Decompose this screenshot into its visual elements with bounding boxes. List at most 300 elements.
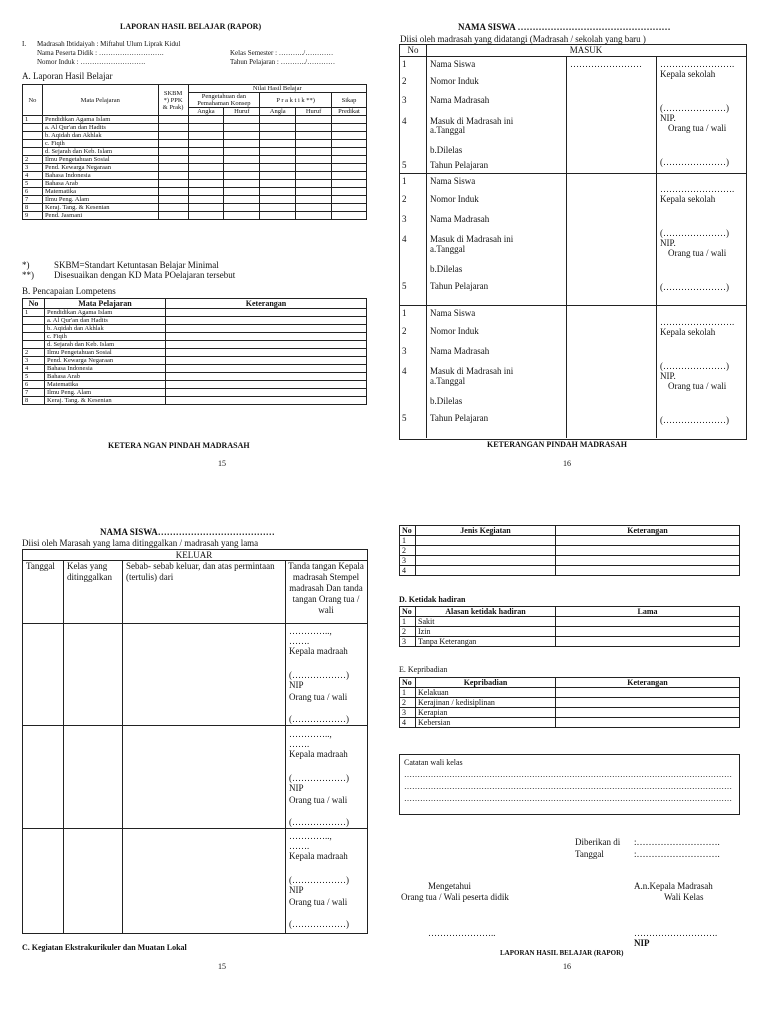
- t1-a: Jenis Kegiatan: [416, 526, 556, 536]
- masuk-item-label: Tahun Pelajaran: [430, 160, 489, 170]
- row-no: 7: [23, 389, 45, 397]
- table-row: [400, 718, 740, 728]
- row-no: 5: [23, 373, 45, 381]
- row-cell: [416, 556, 556, 566]
- hdr-huruf2: Huruf: [296, 108, 332, 116]
- row-cell: [556, 698, 740, 708]
- table-row: [400, 556, 740, 566]
- row-no: 2: [400, 627, 416, 637]
- row-no: 3: [400, 637, 416, 647]
- grade-cell: [188, 156, 224, 164]
- row-no: 2: [23, 349, 45, 357]
- t3-a: Kepribadian: [416, 678, 556, 688]
- row-no: 6: [23, 381, 45, 389]
- hdr-praktik: P r a k t i k **): [260, 93, 332, 108]
- masuk-item-label: Nama Madrasah: [430, 346, 490, 356]
- masuk-item-label: Nama Siswa: [430, 308, 476, 318]
- table-row: [23, 204, 367, 212]
- row-subject: Bahasa Indonesia: [42, 172, 158, 180]
- table-row: [400, 637, 740, 647]
- row-subject: c. Fiqih: [45, 333, 166, 341]
- table-row: [23, 116, 367, 124]
- grade-cell: [296, 196, 332, 204]
- row-no: 7: [23, 196, 43, 204]
- masuk-item-label: Nama Madrasah: [430, 95, 490, 105]
- grade-cell: [332, 148, 367, 156]
- row-subject: b. Aqidah dan Akhlak: [45, 325, 166, 333]
- grade-cell: [224, 116, 260, 124]
- grade-cell: [296, 156, 332, 164]
- row-no: 3: [400, 708, 416, 718]
- row-no: 1: [23, 309, 45, 317]
- masuk-dots: ……………………: [570, 59, 642, 69]
- student-name-header-2: NAMA SISWA…………………………………: [100, 527, 275, 537]
- masuk-subtitle: Diisi oleh madrasah yang didatangi (Madrasah / sekolah yang baru ): [400, 34, 646, 44]
- ket-cell: [166, 325, 367, 333]
- masuk-item-label: Masuk di Madrasah ini: [430, 116, 514, 126]
- grade-cell: [188, 196, 224, 204]
- row-reason: Izin: [416, 627, 556, 637]
- grade-cell: [188, 164, 224, 172]
- row-no: 2: [400, 698, 416, 708]
- section-e-title: E. Kepribadian: [399, 665, 448, 674]
- hdr-sikap: Sikap: [332, 93, 367, 108]
- grade-cell: [158, 148, 188, 156]
- masuk-item-no: 5: [402, 160, 407, 170]
- principal-name: (………………): [289, 670, 349, 680]
- principal-label: Kepala madraah: [289, 646, 348, 656]
- row-no: 4: [23, 365, 45, 373]
- grade-cell: [332, 204, 367, 212]
- row-no: [23, 333, 45, 341]
- principal-label: Kepala madraah: [289, 749, 348, 759]
- row-subject: Pendidikan Agama Islam: [42, 116, 158, 124]
- masuk-item-label: Nama Siswa: [430, 176, 476, 186]
- grade-cell: [224, 132, 260, 140]
- principal-label: Kepala madraah: [289, 851, 348, 861]
- masuk-item-label: a.Tanggal: [430, 125, 466, 135]
- grade-cell: [296, 132, 332, 140]
- row-subject: Bahasa Arab: [45, 373, 166, 381]
- grade-cell: [296, 116, 332, 124]
- section-c-title: C. Kegiatan Ekstrakurikuler dan Muatan Lokal: [22, 943, 187, 952]
- hdr-skbm: SKBM *) PPK & Prak): [158, 85, 188, 116]
- principal-label: Kepala sekolah: [660, 327, 716, 337]
- t2-b: Lama: [556, 607, 740, 617]
- masuk-item-label: Nama Siswa: [430, 59, 476, 69]
- grade-cell: [188, 212, 224, 220]
- masuk-item-no: 4: [402, 366, 407, 376]
- teacher-signature: ……………………….: [634, 928, 718, 938]
- section-d-title: D. Ketidak hadiran: [399, 595, 466, 604]
- row-trait: Kerajinan / kedisiplinan: [416, 698, 556, 708]
- grade-cell: [260, 156, 296, 164]
- masuk-item-label: b.Dilelas: [430, 264, 463, 274]
- grade-cell: [296, 172, 332, 180]
- table-row: [23, 148, 367, 156]
- masuk-item-label: Nomor Induk: [430, 326, 479, 336]
- grade-cell: [332, 156, 367, 164]
- row-no: [23, 148, 43, 156]
- grade-cell: [332, 140, 367, 148]
- grade-cell: [332, 172, 367, 180]
- sign-dots: …………………….: [660, 317, 735, 327]
- grade-cell: [332, 124, 367, 132]
- h-ttd: Tanda tangan Kepala madrasah Stempel madrasah Dan tanda tangan Orang tua / wali: [288, 561, 364, 615]
- parent-label: Orang tua / wali: [668, 248, 727, 258]
- nip-label: NIP.: [660, 371, 676, 381]
- row-subject: Bahasa Arab: [42, 180, 158, 188]
- table-row: [23, 188, 367, 196]
- grade-cell: [332, 180, 367, 188]
- row-subject: Keraj. Tang. & Kesenian: [45, 397, 166, 405]
- masuk-item-label: b.Dilelas: [430, 145, 463, 155]
- sign-dots: …………………….: [660, 184, 735, 194]
- row-subject: c. Fiqih: [42, 140, 158, 148]
- row-no: 1: [400, 688, 416, 698]
- row-cell: [556, 708, 740, 718]
- ket-cell: [166, 389, 367, 397]
- student-id-field: Nomor Induk : ……………………….: [37, 58, 146, 66]
- grade-cell: [224, 124, 260, 132]
- masuk-item-no: 2: [402, 326, 407, 336]
- masuk-item-label: Nama Madrasah: [430, 214, 490, 224]
- grade-cell: [296, 212, 332, 220]
- grade-cell: [158, 116, 188, 124]
- principal-name: (…………………): [660, 228, 729, 238]
- hdr-huruf: Huruf: [224, 108, 260, 116]
- grade-cell: [260, 196, 296, 204]
- grade-cell: [332, 196, 367, 204]
- parent-label: Orang tua / wali: [668, 123, 727, 133]
- row-no: 2: [23, 156, 43, 164]
- row-no: 3: [400, 556, 416, 566]
- note-1-mark: *): [22, 260, 30, 270]
- masuk-item-label: Masuk di Madrasah ini: [430, 234, 514, 244]
- principal-name: (………………): [289, 875, 349, 885]
- ket-cell: [166, 381, 367, 389]
- t3-b: Keterangan: [556, 678, 740, 688]
- grade-cell: [224, 212, 260, 220]
- grade-cell: [296, 124, 332, 132]
- row-trait: Kelakuan: [416, 688, 556, 698]
- table-row: [23, 196, 367, 204]
- row-no: [23, 325, 45, 333]
- hdr-pk: Pengetahuan dan Pemahaman Konsep: [188, 93, 260, 108]
- ket-cell: [166, 309, 367, 317]
- grade-cell: [158, 180, 188, 188]
- row-subject: Pendidikan Agama Islam: [45, 309, 166, 317]
- sign-dots: …………..,: [289, 831, 332, 841]
- hdr-angka: Angka: [188, 108, 224, 116]
- hdr-nilai: Nilai Hasil Belajar: [188, 85, 366, 93]
- nip-label: NIP: [289, 680, 304, 690]
- table-row: [23, 341, 367, 349]
- table-row: [400, 617, 740, 627]
- b-hdr-ket: Keterangan: [166, 299, 367, 309]
- row-reason: Tanpa Keterangan: [416, 637, 556, 647]
- grade-cell: [260, 116, 296, 124]
- row-cell: [556, 536, 740, 546]
- masuk-item-label: a.Tanggal: [430, 376, 466, 386]
- masuk-item-no: 4: [402, 116, 407, 126]
- table-row: [23, 357, 367, 365]
- grade-cell: [260, 188, 296, 196]
- activities-table: [399, 525, 740, 576]
- rapor-title: LAPORAN HASIL BELAJAR (RAPOR): [120, 22, 262, 31]
- parent-name: (………………): [289, 714, 349, 724]
- hdr-no: No: [28, 96, 37, 104]
- row-no: [23, 341, 45, 349]
- masuk-item-no: 3: [402, 214, 407, 224]
- competence-table: [22, 298, 367, 405]
- row-no: 4: [400, 718, 416, 728]
- row-cell: [416, 546, 556, 556]
- nip-label: NIP.: [660, 113, 676, 123]
- grade-cell: [260, 172, 296, 180]
- sign-dots: …………..,: [289, 729, 332, 739]
- note-1-text: SKBM=Standart Ketuntasan Belajar Minimal: [54, 260, 219, 270]
- table-row: [23, 317, 367, 325]
- parent-name: (…………………): [660, 157, 729, 167]
- table-row: [23, 389, 367, 397]
- h-sebab: Sebab- sebab keluar, dan atas permintaan (tertulis) dari: [126, 561, 275, 582]
- principal-label: A.n.Kepala Madrasah: [634, 881, 713, 891]
- row-no: [23, 317, 45, 325]
- masuk-item-label: b.Dilelas: [430, 396, 463, 406]
- masuk-item-no: 5: [402, 413, 407, 423]
- row-subject: Pend. Kewarga Negaraan: [45, 357, 166, 365]
- masuk-item-no: 1: [402, 308, 407, 318]
- madrasah-name: Madrasah Ibtidaiyah : Miftahul Ulum Liprak Kidul: [37, 40, 181, 48]
- ket-cell: [166, 317, 367, 325]
- grade-cell: [158, 188, 188, 196]
- row-subject: Ilmu Peng. Alam: [45, 389, 166, 397]
- given-at-value: :……………………….: [634, 837, 720, 847]
- t2-a: Alasan ketidak hadiran: [416, 607, 556, 617]
- row-no: 5: [23, 180, 43, 188]
- grade-cell: [224, 164, 260, 172]
- page-number-16b: 16: [563, 962, 571, 971]
- row-reason: Sakit: [416, 617, 556, 627]
- class-semester-field: Kelas Semester : ………../…………: [230, 49, 334, 57]
- parent-name: (…………………): [660, 282, 729, 292]
- grade-cell: [188, 188, 224, 196]
- grade-cell: [188, 140, 224, 148]
- masuk-item-no: 1: [402, 59, 407, 69]
- row-no: 3: [23, 164, 43, 172]
- table-row: [23, 132, 367, 140]
- row-subject: Ilmu Pengetahuan Sosial: [42, 156, 158, 164]
- nip-label: NIP: [289, 783, 304, 793]
- ket-cell: [166, 341, 367, 349]
- parent-label: Orang tua / wali: [668, 381, 727, 391]
- page-number-16: 16: [563, 459, 571, 468]
- table-row: [23, 373, 367, 381]
- masuk-item-no: 3: [402, 95, 407, 105]
- table-row: [23, 397, 367, 405]
- row-trait: Kebersian: [416, 718, 556, 728]
- nip-label: NIP: [289, 885, 304, 895]
- section-a-title: A. Laporan Hasil Belajar: [22, 71, 113, 81]
- masuk-hdr-no: No: [407, 45, 419, 55]
- row-subject: b. Aqidah dan Akhlak: [42, 132, 158, 140]
- grade-cell: [224, 156, 260, 164]
- table-row: [400, 698, 740, 708]
- row-no: 1: [400, 617, 416, 627]
- grade-cell: [296, 140, 332, 148]
- footer-rapor: LAPORAN HASIL BELAJAR (RAPOR): [500, 949, 624, 957]
- row-no: 8: [23, 204, 43, 212]
- masuk-item-label: a.Tanggal: [430, 244, 466, 254]
- row-subject: Keraj. Tang. & Kesenian: [42, 204, 158, 212]
- masuk-item-no: 4: [402, 234, 407, 244]
- principal-name: (…………………): [660, 361, 729, 371]
- ket-cell: [166, 365, 367, 373]
- h-tanggal: Tanggal: [26, 561, 55, 571]
- row-subject: a. Al Qur'an dan Hadits: [45, 317, 166, 325]
- row-cell: [556, 546, 740, 556]
- grade-cell: [158, 124, 188, 132]
- table-row: [400, 627, 740, 637]
- table-row: [23, 325, 367, 333]
- row-no: 8: [23, 397, 45, 405]
- grade-cell: [260, 148, 296, 156]
- row-no: 2: [400, 546, 416, 556]
- grade-cell: [158, 164, 188, 172]
- row-subject: Ilmu Peng. Alam: [42, 196, 158, 204]
- principal-label: Kepala sekolah: [660, 194, 716, 204]
- row-subject: Bahasa Indonesia: [45, 365, 166, 373]
- grade-cell: [260, 180, 296, 188]
- roman-number: I.: [22, 40, 27, 48]
- grade-cell: [224, 148, 260, 156]
- given-at-label: Diberikan di: [575, 837, 621, 847]
- table-row: [23, 180, 367, 188]
- notes-line-3: ……………………………………………………………………………………………………………: [404, 794, 732, 803]
- t3-no: No: [400, 678, 416, 688]
- date-value: :……………………….: [634, 849, 720, 859]
- table-row: [23, 124, 367, 132]
- table-row: [400, 688, 740, 698]
- row-subject: Ilmu Pengetahuan Sosial: [45, 349, 166, 357]
- row-no: [23, 124, 43, 132]
- b-hdr-no: No: [23, 299, 45, 309]
- hdr-angka2: Angla: [260, 108, 296, 116]
- h-kelas: Kelas yang ditinggalkan: [67, 561, 112, 582]
- footer-keterangan-pindah-2: KETERANGAN PINDAH MADRASAH: [487, 440, 628, 449]
- sign-dots-2: …….: [289, 739, 310, 749]
- grade-cell: [188, 116, 224, 124]
- grade-cell: [224, 172, 260, 180]
- table-row: [23, 140, 367, 148]
- grade-cell: [158, 156, 188, 164]
- grade-cell: [296, 148, 332, 156]
- nip-label: NIP: [634, 938, 650, 948]
- keluar-subtitle: Diisi oleh Marasah yang lama ditinggalkan / madrasah yang lama: [22, 538, 259, 548]
- parent-signature: …………………..: [428, 928, 496, 938]
- grade-cell: [188, 148, 224, 156]
- masuk-item-label: Masuk di Madrasah ini: [430, 366, 514, 376]
- t2-no: No: [400, 607, 416, 617]
- table-row: [23, 212, 367, 220]
- t1-b: Keterangan: [556, 526, 740, 536]
- table-row: [23, 156, 367, 164]
- row-no: 4: [400, 566, 416, 576]
- ket-cell: [166, 349, 367, 357]
- grade-cell: [260, 132, 296, 140]
- row-cell: [556, 718, 740, 728]
- row-subject: Pend. Jasmani: [42, 212, 158, 220]
- grade-cell: [260, 140, 296, 148]
- row-trait: Kerapian: [416, 708, 556, 718]
- principal-name: (………………): [289, 773, 349, 783]
- grade-cell: [158, 132, 188, 140]
- grade-cell: [224, 180, 260, 188]
- grade-cell: [332, 212, 367, 220]
- row-subject: d. Sejarah dan Keb. Islam: [45, 341, 166, 349]
- footer-keterangan-pindah: KETERA NGAN PINDAH MADRASAH: [108, 441, 250, 450]
- student-name-field: Nama Peserta Didik : ……………………….: [37, 49, 164, 57]
- homeroom-label: Wali Kelas: [664, 892, 704, 902]
- student-name-header: NAMA SISWA ……………………………………………: [458, 22, 671, 32]
- masuk-item-label: Tahun Pelajaran: [430, 413, 489, 423]
- hdr-predikat: Predikat: [332, 108, 367, 116]
- row-no: 6: [23, 188, 43, 196]
- row-subject: Pend. Kewarga Negaraan: [42, 164, 158, 172]
- grade-cell: [158, 172, 188, 180]
- masuk-item-no: 2: [402, 194, 407, 204]
- date-label: Tanggal: [575, 849, 604, 859]
- t1-no: No: [400, 526, 416, 536]
- mengetahui-label: Mengetahui: [428, 881, 471, 891]
- hdr-mapel: Mata Pelajaran: [42, 85, 158, 116]
- masuk-item-label: Nomor Induk: [430, 76, 479, 86]
- row-no: 3: [23, 357, 45, 365]
- grade-cell: [260, 212, 296, 220]
- grade-cell: [224, 204, 260, 212]
- row-cell: [416, 566, 556, 576]
- ket-cell: [166, 397, 367, 405]
- parent-label: Orang tua / Wali peserta didik: [401, 892, 509, 902]
- table-row: [23, 309, 367, 317]
- sign-dots: …………..,: [289, 626, 332, 636]
- parent-name: (…………………): [660, 415, 729, 425]
- grade-cell: [224, 140, 260, 148]
- row-no: 9: [23, 212, 43, 220]
- parent-name: (………………): [289, 919, 349, 929]
- table-row: [23, 349, 367, 357]
- personality-table: [399, 677, 740, 728]
- masuk-item-label: Nomor Induk: [430, 194, 479, 204]
- masuk-item-no: 1: [402, 176, 407, 186]
- row-cell: [556, 688, 740, 698]
- row-cell: [416, 536, 556, 546]
- row-cell: [556, 566, 740, 576]
- ket-cell: [166, 357, 367, 365]
- grade-cell: [296, 204, 332, 212]
- principal-label: Kepala sekolah: [660, 69, 716, 79]
- masuk-hdr: MASUK: [569, 45, 603, 55]
- grade-cell: [296, 188, 332, 196]
- parent-label: Orang tua / wali: [289, 795, 348, 805]
- masuk-item-no: 3: [402, 346, 407, 356]
- keluar-hdr: KELUAR: [175, 550, 213, 560]
- grade-cell: [296, 180, 332, 188]
- table-row: [400, 536, 740, 546]
- grade-cell: [260, 204, 296, 212]
- note-2-text: Disesuaikan dengan KD Mata POelajaran tersebut: [54, 270, 236, 280]
